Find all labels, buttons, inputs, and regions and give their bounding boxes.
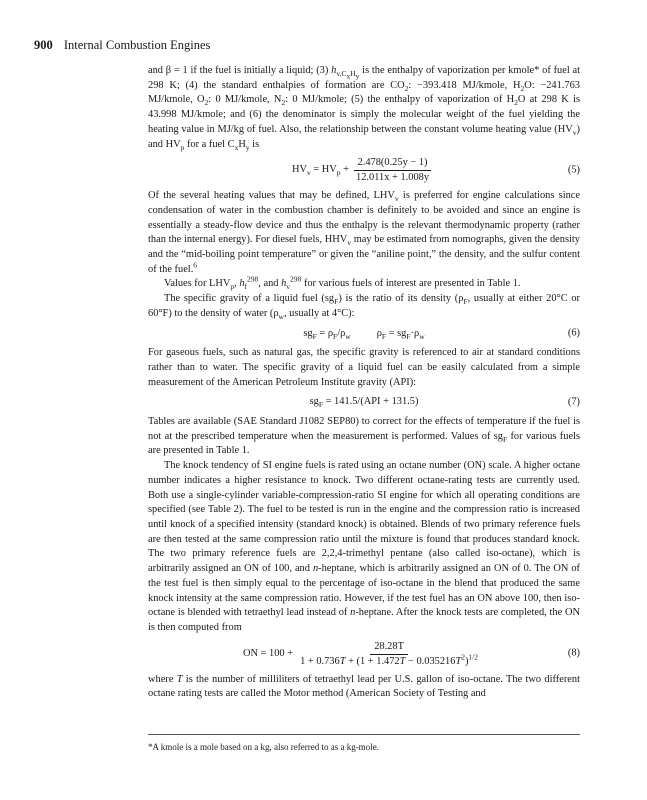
eq5-numerator: 2.478(0.25y − 1) [354, 157, 432, 171]
eq6-number: (6) [567, 327, 580, 339]
eq8-denominator: $1 + 0.736T + (1 + 1.472T - 0.035216T^2)^{1/2}$ [300, 652, 479, 667]
paragraph-gaseous-fuels: For gaseous fuels, such as natural gas, the specific gravity is referenced to air at standard conditions rather than to water. The specific gravity of a liquid fuel can be easily calculated from a simple measurement of the American Petroleum Institute gravity (API): [148, 347, 580, 388]
paragraph-tel: where T is the number of milliliters of tetraethyl lead per U.S. gallon of iso-octane. The two different octane rating tests are called the Motor method (American Society of Testing and [148, 673, 580, 700]
page-header [34, 38, 210, 53]
equation-6: $sg_F = \rho_F/\rho_w$ $\rho_F = sg_F\cdot\rho_w$ (6) [303, 327, 580, 341]
eq8-numerator: 28.28T [370, 641, 408, 655]
paragraph-definitions: and β = 1 if the fuel is initially a liquid; (3) $h_{v,C_xH_y}$ is the enthalpy of vaporization per kmole* of fuel at 298 K; (4) the standard enthalpies of formation are $CO_2$: −393.418 MJ/kmole, $H_2O$: −241.763 MJ/kmole, $O_2$: 0 MJ/kmole, $N_2$: 0 MJ/kmole; (5) the enthalpy of vaporization of $H_2O$ at 298 K is 43.998 MJ/kmole; and (6) the denominator is simply the molecular weight of the fuel yielding the heating value in MJ/kg of fuel. Also, the relationship between the constant volume heating value $(HV_v)$ and $HV_p$ for a fuel $C_xH_y$ is [148, 65, 581, 152]
footnote-divider [148, 734, 580, 735]
equation-8: ON = 100 + $\frac{28.28T}{1 + 0.736T + (1 + 1.472T - 0.035216T^2)^{1/2}}$ (8) [242, 640, 580, 667]
running-title: Internal Combustion Engines [63, 38, 211, 52]
eq7-number: (7) [567, 396, 580, 408]
equation-7: $sg_F = 141.5/(API + 131.5)$ (7) [309, 396, 580, 410]
paragraph-table-ref: Values for $LHV_p$, $h_f^{298}$, and $h_v^{298}$ for various fuels of interest are presented in Table 1. [164, 274, 521, 292]
page-number: 900 [34, 38, 53, 52]
eq5-number: (5) [567, 164, 580, 176]
paragraph-tables: Tables are available (SAE Standard J1082 SEP80) to correct for the effects of temperature if the fuel is not at the prescribed temperature when the measurement is performed. Values of $sg_F$ for various fuels are presented in Table 1. [148, 416, 580, 457]
equation-5: $HV_v = HV_p$ + $\frac{2.478(0.25y - 1)}{12.011x + 1.008y}$ (5) [291, 157, 580, 184]
eq5-denominator: 12.011x + 1.008y [356, 172, 430, 184]
eq8-number: (8) [567, 647, 580, 659]
paragraph-heating-values: Of the several heating values that may be defined, $LHV_v$ is preferred for engine calculations since condensation of water in the combustion chamber is definitely to be avoided and since an engine is essentially a steady-flow device and thus the enthalpy is the relevant thermodynamic property (rather than the internal energy). For diesel fuels, $HHV_v$ may be estimated from nomographs, given the density and the “mid-boiling point temperature” or given the “aniline point,” the density, and the sulfur content of the fuel.$^6$ [148, 190, 580, 275]
paragraph-knock: The knock tendency of SI engine fuels is rated using an octane number (ON) scale. A higher octane number indicates a higher resistance to knock. Two different octane-rating tests are currently used. Both use a single-cylinder variable-compression-ratio SI engine for which all operating conditions are specified (see Table 2). The fuel to be tested is run in the engine and the compression ratio is increased until knock of a specified intensity (standard knock) is obtained. Blends of two primary reference fuels are then tested at the same compression ratio until the mixture is found that produces standard knock. The two primary reference fuels are 2,2,4-trimethyl pentane (also called iso-octane), which is arbitrarily assigned an ON of 100, and n-heptane, which is arbitrarily assigned an ON of 0. The ON of the test fuel is then simply equal to the percentage of iso-octane in the blend that produced the same knock intensity at the same compression ratio. However, if the test fuel has an ON above 100, then iso-octane is blended with tetraethyl lead instead of n-heptane. After the knock tests are completed, the ON is then computed from [148, 460, 581, 633]
body-text [148, 64, 580, 702]
paragraph-specific-gravity: The specific gravity of a liquid fuel $(sg_F)$ is the ratio of its density ($\rho_F$, usually at either 20°C or 60°F) to the density of water ($\rho_w$, usually at 4°C): [148, 293, 580, 321]
footnote: *A kmole is a mole based on a kg, also referred to as a kg-mole. [148, 742, 379, 752]
